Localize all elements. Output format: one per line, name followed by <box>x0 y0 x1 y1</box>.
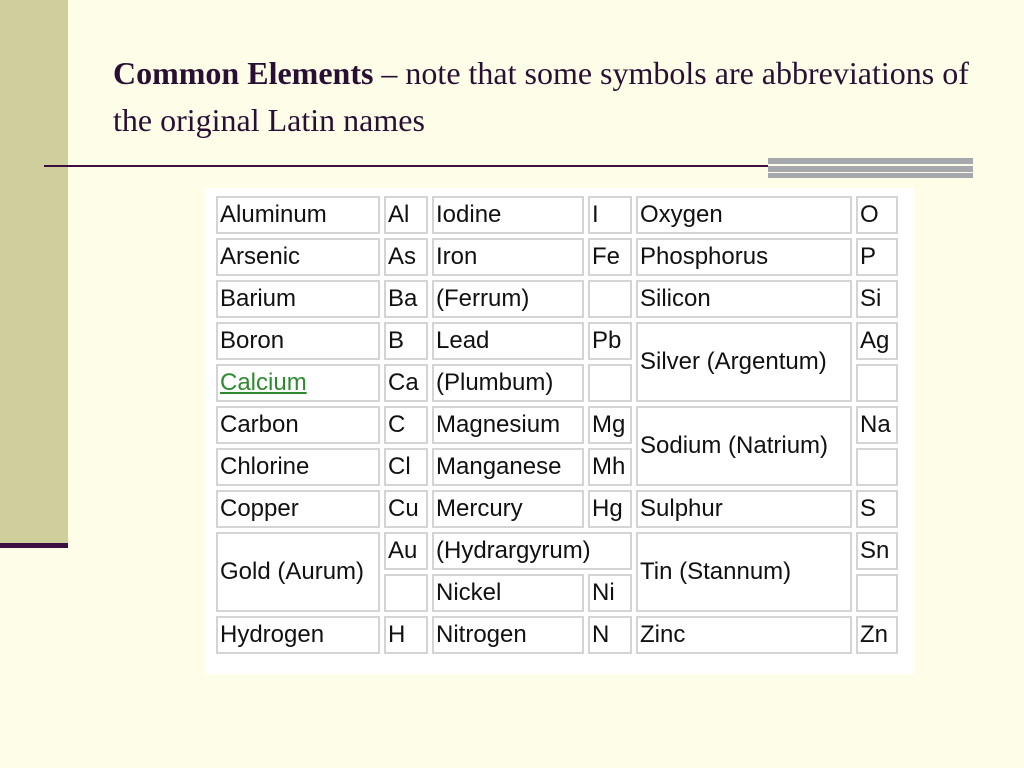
element-symbol: I <box>588 196 632 234</box>
element-symbol: S <box>856 490 898 528</box>
table-row <box>216 280 898 318</box>
slide-title <box>113 50 993 144</box>
elements-table <box>212 192 902 658</box>
title-divider <box>44 165 770 167</box>
element-name: Sodium (Natrium) <box>636 406 852 486</box>
left-decorative-band <box>0 0 68 545</box>
element-symbol: Au <box>384 532 428 570</box>
element-name: Oxygen <box>636 196 852 234</box>
table-row <box>216 616 898 654</box>
element-name: Tin (Stannum) <box>636 532 852 612</box>
element-symbol: Cu <box>384 490 428 528</box>
element-symbol: B <box>384 322 428 360</box>
element-name: Silicon <box>636 280 852 318</box>
table-row <box>216 238 898 276</box>
table-row <box>216 322 898 360</box>
element-symbol <box>856 364 898 402</box>
element-name: Sulphur <box>636 490 852 528</box>
element-name: Barium <box>216 280 380 318</box>
table-row <box>216 196 898 234</box>
element-name: Nickel <box>432 574 584 612</box>
element-symbol: Hg <box>588 490 632 528</box>
element-symbol: Al <box>384 196 428 234</box>
element-name: Gold (Aurum) <box>216 532 380 612</box>
element-name: Arsenic <box>216 238 380 276</box>
title-divider-accent <box>768 158 973 178</box>
element-symbol <box>856 574 898 612</box>
element-name: Phosphorus <box>636 238 852 276</box>
element-symbol: Si <box>856 280 898 318</box>
table-row <box>216 490 898 528</box>
element-latin-name: (Plumbum) <box>432 364 584 402</box>
element-name: Iron <box>432 238 584 276</box>
element-name: Copper <box>216 490 380 528</box>
element-name: Carbon <box>216 406 380 444</box>
element-name-link[interactable] <box>216 364 380 402</box>
element-symbol <box>856 448 898 486</box>
element-name: Magnesium <box>432 406 584 444</box>
element-symbol: Pb <box>588 322 632 360</box>
element-name: Mercury <box>432 490 584 528</box>
element-latin-name: (Hydrargyrum) <box>432 532 632 570</box>
element-name: Silver (Argentum) <box>636 322 852 402</box>
element-symbol: H <box>384 616 428 654</box>
element-symbol: Fe <box>588 238 632 276</box>
element-name: Chlorine <box>216 448 380 486</box>
element-symbol: P <box>856 238 898 276</box>
element-name: Zinc <box>636 616 852 654</box>
element-name: Hydrogen <box>216 616 380 654</box>
element-name: Iodine <box>432 196 584 234</box>
element-symbol: N <box>588 616 632 654</box>
element-symbol: C <box>384 406 428 444</box>
element-symbol: Ba <box>384 280 428 318</box>
element-symbol <box>384 574 428 612</box>
elements-table-container <box>205 188 914 674</box>
element-symbol: Mg <box>588 406 632 444</box>
element-symbol: Ca <box>384 364 428 402</box>
element-symbol: O <box>856 196 898 234</box>
table-row <box>216 532 898 570</box>
element-name: Manganese <box>432 448 584 486</box>
element-symbol <box>588 280 632 318</box>
element-name: Aluminum <box>216 196 380 234</box>
element-name: Nitrogen <box>432 616 584 654</box>
element-symbol: Zn <box>856 616 898 654</box>
element-name: Lead <box>432 322 584 360</box>
element-symbol: Ag <box>856 322 898 360</box>
element-symbol: As <box>384 238 428 276</box>
title-bold-part: Common Elements <box>113 55 374 91</box>
element-symbol: Sn <box>856 532 898 570</box>
element-symbol: Na <box>856 406 898 444</box>
element-symbol: Ni <box>588 574 632 612</box>
element-name: Boron <box>216 322 380 360</box>
element-symbol <box>588 364 632 402</box>
table-row <box>216 406 898 444</box>
element-latin-name: (Ferrum) <box>432 280 584 318</box>
element-symbol: Mh <box>588 448 632 486</box>
left-band-underline <box>0 543 68 548</box>
title-rest-part: – note that some symbols are abbreviations of the original Latin names <box>113 55 969 138</box>
element-symbol: Cl <box>384 448 428 486</box>
calcium-link[interactable]: Calcium <box>220 369 307 396</box>
